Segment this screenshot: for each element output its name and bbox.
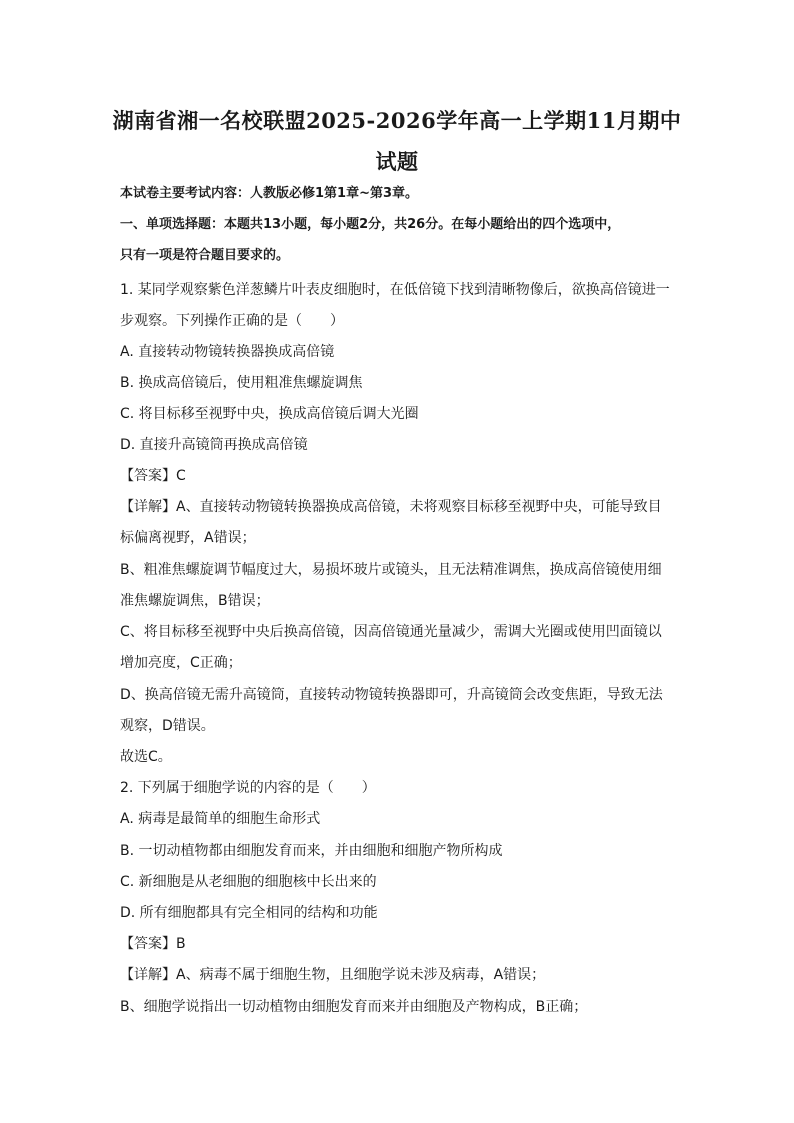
q1-detail-b-line1: B、粗准焦螺旋调节幅度过大，易损坏玻片或镜头，且无法精准调焦，换成高倍镜使用细 — [120, 562, 662, 578]
document-title-line2: 试题 — [375, 149, 419, 174]
q1-detail-c-line1: C、将目标移至视野中央后换高倍镜，因高倍镜通光量减少，需调大光圈或使用凹面镜以 — [120, 624, 662, 640]
q2-option-b: B. 一切动植物都由细胞发育而来，并由细胞和细胞产物所构成 — [120, 843, 503, 859]
exam-scope-note: 本试卷主要考试内容：人教版必修1第1章~第3章。 — [120, 186, 419, 201]
q1-detail-a-line1: 【详解】A、直接转动物镜转换器换成高倍镜，未将观察目标移至视野中央，可能导致目 — [120, 499, 662, 515]
q1-detail-a-line2: 标偏离视野，A错误； — [120, 530, 256, 546]
q2-option-d: D. 所有细胞都具有完全相同的结构和功能 — [120, 905, 378, 921]
q1-detail-d-line1: D、换高倍镜无需升高镜筒，直接转动物镜转换器即可，升高镜筒会改变焦距，导致无法 — [120, 687, 663, 703]
q1-stem-line2: 步观察。下列操作正确的是（ ） — [120, 313, 344, 329]
q2-stem: 2. 下列属于细胞学说的内容的是（ ） — [120, 780, 376, 796]
q1-detail-b-line2: 准焦螺旋调焦，B错误； — [120, 593, 270, 609]
q1-answer: 【答案】C — [120, 468, 186, 484]
q1-option-a: A. 直接转动物镜转换器换成高倍镜 — [120, 344, 335, 360]
q1-option-c: C. 将目标移至视野中央，换成高倍镜后调大光圈 — [120, 406, 419, 422]
document-title-line1: 湖南省湘一名校联盟2025-2026学年高一上学期11月期中 — [112, 108, 682, 133]
q2-option-c: C. 新细胞是从老细胞的细胞核中长出来的 — [120, 874, 377, 890]
q2-option-a: A. 病毒是最简单的细胞生命形式 — [120, 811, 321, 827]
q1-option-d: D. 直接升高镜筒再换成高倍镜 — [120, 437, 308, 453]
q1-detail-d-line2: 观察，D错误。 — [120, 718, 215, 734]
section-heading-line1: 一、单项选择题：本题共13小题，每小题2分，共26分。在每小题给出的四个选项中， — [120, 217, 621, 232]
q2-detail-a: 【详解】A、病毒不属于细胞生物，且细胞学说未涉及病毒，A错误； — [120, 967, 546, 983]
q2-answer: 【答案】B — [120, 936, 186, 952]
section-heading-line2: 只有一项是符合题目要求的。 — [120, 248, 290, 263]
q1-option-b: B. 换成高倍镜后，使用粗准焦螺旋调焦 — [120, 375, 363, 391]
q2-detail-b: B、细胞学说指出一切动植物由细胞发育而来并由细胞及产物构成，B正确； — [120, 999, 588, 1015]
q1-conclusion: 故选C。 — [120, 749, 172, 765]
q1-detail-c-line2: 增加亮度，C正确； — [120, 655, 242, 671]
q1-stem-line1: 1. 某同学观察紫色洋葱鳞片叶表皮细胞时，在低倍镜下找到清晰物像后，欲换高倍镜进一 — [120, 282, 670, 298]
